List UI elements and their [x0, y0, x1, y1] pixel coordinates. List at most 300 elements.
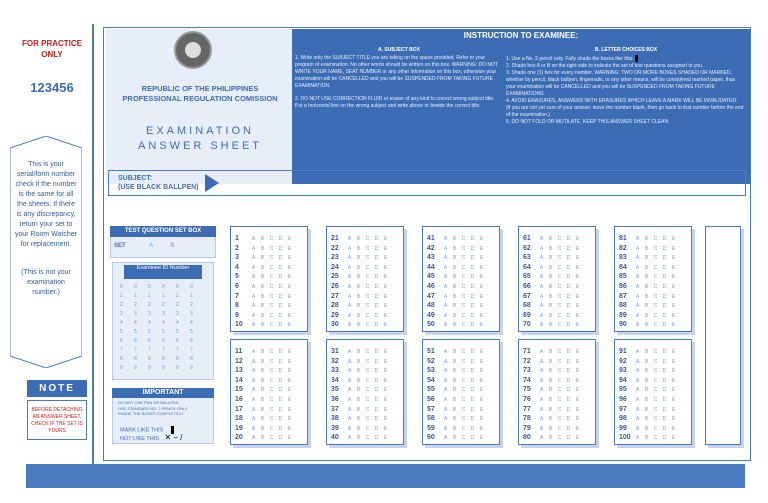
answer-bubble[interactable]: B — [644, 416, 649, 423]
answer-bubble[interactable]: E — [383, 236, 388, 242]
answer-bubble[interactable]: C — [365, 284, 370, 290]
answer-bubble[interactable]: B — [356, 264, 361, 271]
answer-bubble[interactable]: A — [539, 255, 544, 262]
answer-bubble[interactable]: A — [539, 293, 544, 300]
id-digit-bubble[interactable]: 9 — [162, 365, 165, 371]
answer-bubble[interactable]: C — [269, 236, 274, 242]
answer-bubble[interactable]: B — [452, 322, 457, 329]
answer-bubble[interactable]: C — [269, 349, 274, 355]
answer-bubble[interactable]: D — [662, 245, 667, 252]
answer-bubble[interactable]: C — [461, 312, 466, 319]
id-digit-bubble[interactable]: 2 — [148, 302, 151, 308]
answer-bubble[interactable]: C — [269, 416, 274, 423]
answer-bubble[interactable]: D — [374, 397, 379, 403]
answer-bubble[interactable]: A — [539, 303, 544, 310]
answer-bubble[interactable]: A — [443, 284, 448, 290]
answer-bubble[interactable]: A — [347, 236, 352, 242]
answer-bubble[interactable]: B — [260, 303, 265, 310]
answer-bubble[interactable]: C — [653, 284, 658, 290]
answer-bubble[interactable]: B — [644, 387, 649, 394]
id-digit-bubble[interactable]: 0 — [162, 284, 165, 290]
answer-bubble[interactable]: E — [575, 236, 580, 242]
answer-bubble[interactable]: A — [635, 377, 640, 384]
answer-bubble[interactable]: C — [557, 245, 562, 252]
id-digit-bubble[interactable]: 6 — [120, 338, 123, 344]
answer-bubble[interactable]: B — [356, 312, 361, 319]
id-digit-bubble[interactable]: 0 — [120, 284, 123, 290]
answer-bubble[interactable]: D — [662, 264, 667, 271]
answer-bubble[interactable]: C — [365, 245, 370, 252]
answer-bubble[interactable]: D — [662, 397, 667, 403]
id-digit-bubble[interactable]: 7 — [120, 347, 123, 353]
id-digit-bubble[interactable]: 7 — [162, 347, 165, 353]
answer-bubble[interactable]: B — [356, 397, 361, 403]
answer-bubble[interactable]: A — [347, 303, 352, 310]
answer-bubble[interactable]: D — [374, 264, 379, 271]
answer-bubble[interactable]: E — [383, 435, 388, 442]
answer-bubble[interactable]: C — [461, 274, 466, 281]
answer-bubble[interactable]: B — [260, 397, 265, 403]
answer-bubble[interactable]: B — [452, 349, 457, 355]
answer-bubble[interactable]: B — [260, 264, 265, 271]
answer-bubble[interactable]: D — [662, 425, 667, 432]
answer-bubble[interactable]: D — [374, 284, 379, 290]
id-digit-bubble[interactable]: 3 — [176, 311, 179, 317]
answer-bubble[interactable]: B — [548, 255, 553, 262]
answer-bubble[interactable]: D — [662, 255, 667, 262]
answer-bubble[interactable]: C — [269, 303, 274, 310]
answer-bubble[interactable]: E — [383, 264, 388, 271]
answer-bubble[interactable]: B — [452, 397, 457, 403]
answer-bubble[interactable]: D — [566, 312, 571, 319]
answer-bubble[interactable]: B — [452, 245, 457, 252]
answer-bubble[interactable]: D — [662, 435, 667, 442]
answer-bubble[interactable]: C — [653, 293, 658, 300]
answer-bubble[interactable]: E — [287, 293, 292, 300]
id-digit-bubble[interactable]: 6 — [190, 338, 193, 344]
id-digit-bubble[interactable]: 3 — [148, 311, 151, 317]
answer-bubble[interactable]: B — [260, 368, 265, 375]
answer-bubble[interactable]: E — [287, 264, 292, 271]
answer-bubble[interactable]: B — [260, 435, 265, 442]
answer-bubble[interactable]: E — [575, 303, 580, 310]
answer-bubble[interactable]: B — [452, 387, 457, 394]
answer-bubble[interactable]: E — [287, 349, 292, 355]
answer-bubble[interactable]: E — [575, 435, 580, 442]
id-digit-bubble[interactable]: 5 — [134, 329, 137, 335]
answer-bubble[interactable]: E — [575, 293, 580, 300]
answer-bubble[interactable]: B — [356, 387, 361, 394]
answer-bubble[interactable]: B — [644, 312, 649, 319]
answer-bubble[interactable]: B — [260, 377, 265, 384]
answer-bubble[interactable]: B — [452, 377, 457, 384]
answer-bubble[interactable]: D — [374, 349, 379, 355]
answer-bubble[interactable]: B — [260, 416, 265, 423]
id-digit-bubble[interactable]: 1 — [176, 293, 179, 299]
answer-bubble[interactable]: A — [635, 358, 640, 365]
answer-bubble[interactable]: C — [557, 377, 562, 384]
answer-bubble[interactable]: B — [452, 406, 457, 413]
answer-bubble[interactable]: A — [347, 349, 352, 355]
answer-bubble[interactable]: C — [557, 349, 562, 355]
id-digit-bubble[interactable]: 0 — [190, 284, 193, 290]
answer-bubble[interactable]: B — [548, 406, 553, 413]
answer-bubble[interactable]: C — [653, 425, 658, 432]
answer-bubble[interactable]: A — [251, 303, 256, 310]
answer-bubble[interactable]: B — [644, 425, 649, 432]
set-option-a[interactable]: A — [149, 243, 154, 249]
answer-bubble[interactable]: D — [662, 293, 667, 300]
answer-bubble[interactable]: A — [347, 397, 352, 403]
answer-bubble[interactable]: D — [662, 377, 667, 384]
answer-bubble[interactable]: B — [644, 397, 649, 403]
id-digit-bubble[interactable]: 1 — [120, 293, 123, 299]
id-digit-bubble[interactable]: 9 — [190, 365, 193, 371]
answer-bubble[interactable]: B — [548, 387, 553, 394]
answer-bubble[interactable]: E — [671, 255, 676, 262]
answer-bubble[interactable]: D — [470, 255, 475, 262]
answer-bubble[interactable]: A — [347, 387, 352, 394]
id-digit-bubble[interactable]: 6 — [134, 338, 137, 344]
answer-bubble[interactable]: E — [479, 397, 484, 403]
answer-bubble[interactable]: E — [287, 358, 292, 365]
answer-bubble[interactable]: C — [557, 406, 562, 413]
answer-bubble[interactable]: C — [557, 322, 562, 329]
answer-bubble[interactable]: C — [269, 387, 274, 394]
answer-bubble[interactable]: C — [557, 425, 562, 432]
answer-bubble[interactable]: E — [671, 349, 676, 355]
answer-bubble[interactable]: C — [365, 236, 370, 242]
answer-bubble[interactable]: D — [374, 416, 379, 423]
answer-bubble[interactable]: C — [653, 322, 658, 329]
answer-bubble[interactable]: B — [356, 274, 361, 281]
answer-bubble[interactable]: C — [557, 435, 562, 442]
answer-bubble[interactable]: B — [548, 358, 553, 365]
answer-bubble[interactable]: A — [251, 406, 256, 413]
id-digit-bubble[interactable]: 6 — [148, 338, 151, 344]
answer-bubble[interactable]: E — [671, 284, 676, 290]
answer-bubble[interactable]: D — [566, 303, 571, 310]
answer-bubble[interactable]: E — [671, 293, 676, 300]
id-digit-bubble[interactable]: 5 — [162, 329, 165, 335]
answer-bubble[interactable]: B — [452, 293, 457, 300]
answer-bubble[interactable]: A — [443, 435, 448, 442]
answer-bubble[interactable]: C — [653, 274, 658, 281]
answer-bubble[interactable]: B — [548, 425, 553, 432]
answer-bubble[interactable]: B — [452, 264, 457, 271]
answer-bubble[interactable]: A — [443, 322, 448, 329]
answer-bubble[interactable]: A — [635, 406, 640, 413]
answer-bubble[interactable]: D — [470, 435, 475, 442]
answer-bubble[interactable]: E — [287, 377, 292, 384]
answer-bubble[interactable]: D — [278, 416, 283, 423]
id-digit-bubble[interactable]: 8 — [134, 356, 137, 362]
answer-bubble[interactable]: C — [557, 303, 562, 310]
id-digit-bubble[interactable]: 2 — [162, 302, 165, 308]
answer-bubble[interactable]: C — [653, 387, 658, 394]
answer-bubble[interactable]: C — [653, 368, 658, 375]
answer-bubble[interactable]: C — [557, 236, 562, 242]
answer-bubble[interactable]: D — [662, 358, 667, 365]
answer-bubble[interactable]: B — [548, 236, 553, 242]
answer-bubble[interactable]: A — [347, 416, 352, 423]
answer-bubble[interactable]: C — [461, 425, 466, 432]
answer-bubble[interactable]: B — [548, 293, 553, 300]
answer-bubble[interactable]: D — [278, 406, 283, 413]
answer-bubble[interactable]: D — [566, 264, 571, 271]
answer-bubble[interactable]: B — [452, 312, 457, 319]
answer-bubble[interactable]: C — [365, 387, 370, 394]
answer-bubble[interactable]: E — [383, 293, 388, 300]
answer-bubble[interactable]: A — [635, 416, 640, 423]
answer-bubble[interactable]: A — [347, 406, 352, 413]
answer-bubble[interactable]: A — [539, 245, 544, 252]
answer-bubble[interactable]: A — [443, 274, 448, 281]
answer-bubble[interactable]: C — [653, 358, 658, 365]
answer-bubble[interactable]: D — [470, 406, 475, 413]
answer-bubble[interactable]: E — [575, 312, 580, 319]
answer-bubble[interactable]: B — [548, 245, 553, 252]
answer-bubble[interactable]: D — [278, 284, 283, 290]
subject-field[interactable] — [108, 170, 746, 196]
answer-bubble[interactable]: D — [278, 425, 283, 432]
answer-bubble[interactable]: A — [635, 368, 640, 375]
answer-bubble[interactable]: A — [251, 377, 256, 384]
answer-bubble[interactable]: A — [443, 312, 448, 319]
answer-bubble[interactable]: D — [374, 358, 379, 365]
answer-bubble[interactable]: C — [365, 368, 370, 375]
answer-bubble[interactable]: E — [575, 358, 580, 365]
answer-bubble[interactable]: D — [566, 358, 571, 365]
answer-bubble[interactable]: C — [461, 349, 466, 355]
answer-bubble[interactable]: A — [443, 264, 448, 271]
answer-bubble[interactable]: B — [260, 293, 265, 300]
answer-bubble[interactable]: E — [383, 303, 388, 310]
answer-bubble[interactable]: C — [461, 322, 466, 329]
answer-bubble[interactable]: E — [671, 358, 676, 365]
answer-bubble[interactable]: C — [269, 406, 274, 413]
answer-bubble[interactable]: C — [365, 377, 370, 384]
answer-bubble[interactable]: A — [443, 397, 448, 403]
answer-bubble[interactable]: D — [470, 293, 475, 300]
answer-bubble[interactable]: E — [287, 406, 292, 413]
id-digit-bubble[interactable]: 3 — [134, 311, 137, 317]
answer-bubble[interactable]: A — [539, 416, 544, 423]
answer-bubble[interactable]: D — [374, 387, 379, 394]
answer-bubble[interactable]: C — [269, 312, 274, 319]
answer-bubble[interactable]: D — [470, 284, 475, 290]
answer-bubble[interactable]: D — [662, 312, 667, 319]
answer-bubble[interactable]: E — [575, 368, 580, 375]
answer-bubble[interactable]: A — [539, 368, 544, 375]
answer-bubble[interactable]: E — [671, 406, 676, 413]
id-digit-bubble[interactable]: 8 — [162, 356, 165, 362]
answer-bubble[interactable]: A — [251, 312, 256, 319]
answer-bubble[interactable]: C — [269, 397, 274, 403]
id-digit-bubble[interactable]: 2 — [120, 302, 123, 308]
answer-bubble[interactable]: E — [479, 284, 484, 290]
answer-bubble[interactable]: A — [347, 284, 352, 290]
answer-bubble[interactable]: B — [356, 425, 361, 432]
answer-bubble[interactable]: A — [539, 377, 544, 384]
answer-bubble[interactable]: D — [470, 416, 475, 423]
id-digit-bubble[interactable]: 2 — [176, 302, 179, 308]
answer-bubble[interactable]: C — [557, 368, 562, 375]
answer-bubble[interactable]: D — [374, 312, 379, 319]
id-digit-bubble[interactable]: 9 — [120, 365, 123, 371]
answer-bubble[interactable]: D — [566, 322, 571, 329]
answer-bubble[interactable]: A — [347, 322, 352, 329]
answer-bubble[interactable]: B — [452, 358, 457, 365]
answer-bubble[interactable]: D — [662, 284, 667, 290]
answer-bubble[interactable]: E — [383, 368, 388, 375]
answer-bubble[interactable]: A — [539, 397, 544, 403]
answer-bubble[interactable]: C — [269, 274, 274, 281]
answer-bubble[interactable]: B — [644, 368, 649, 375]
answer-bubble[interactable]: E — [575, 255, 580, 262]
answer-bubble[interactable]: B — [260, 387, 265, 394]
id-digit-bubble[interactable]: 0 — [134, 284, 137, 290]
answer-bubble[interactable]: A — [251, 245, 256, 252]
answer-bubble[interactable]: B — [644, 406, 649, 413]
answer-bubble[interactable]: C — [461, 416, 466, 423]
answer-bubble[interactable]: E — [287, 284, 292, 290]
answer-bubble[interactable]: E — [287, 387, 292, 394]
answer-bubble[interactable]: B — [356, 349, 361, 355]
answer-bubble[interactable]: D — [374, 245, 379, 252]
answer-bubble[interactable]: B — [548, 349, 553, 355]
answer-bubble[interactable]: C — [653, 312, 658, 319]
answer-bubble[interactable]: E — [383, 312, 388, 319]
answer-bubble[interactable]: A — [539, 264, 544, 271]
id-digit-bubble[interactable]: 9 — [148, 365, 151, 371]
answer-bubble[interactable]: E — [383, 416, 388, 423]
id-digit-bubble[interactable]: 4 — [162, 320, 165, 326]
answer-bubble[interactable]: A — [443, 245, 448, 252]
answer-bubble[interactable]: C — [461, 387, 466, 394]
answer-bubble[interactable]: E — [383, 397, 388, 403]
answer-bubble[interactable]: B — [644, 377, 649, 384]
answer-bubble[interactable]: B — [356, 322, 361, 329]
answer-bubble[interactable]: C — [557, 284, 562, 290]
answer-bubble[interactable]: E — [383, 274, 388, 281]
answer-bubble[interactable]: D — [662, 416, 667, 423]
answer-bubble[interactable]: D — [278, 312, 283, 319]
answer-bubble[interactable]: A — [443, 368, 448, 375]
id-digit-bubble[interactable]: 1 — [162, 293, 165, 299]
answer-bubble[interactable]: D — [662, 322, 667, 329]
answer-bubble[interactable]: A — [251, 397, 256, 403]
answer-bubble[interactable]: D — [470, 349, 475, 355]
answer-bubble[interactable]: B — [260, 274, 265, 281]
answer-bubble[interactable]: B — [548, 274, 553, 281]
set-option-b[interactable]: B — [170, 243, 175, 249]
answer-bubble[interactable]: D — [278, 387, 283, 394]
answer-bubble[interactable]: E — [383, 284, 388, 290]
id-digit-bubble[interactable]: 7 — [176, 347, 179, 353]
answer-bubble[interactable]: E — [287, 255, 292, 262]
answer-bubble[interactable]: B — [260, 322, 265, 329]
id-digit-bubble[interactable]: 4 — [148, 320, 151, 326]
answer-bubble[interactable]: A — [539, 406, 544, 413]
id-digit-bubble[interactable]: 3 — [162, 311, 165, 317]
answer-bubble[interactable]: D — [278, 293, 283, 300]
answer-bubble[interactable]: E — [575, 245, 580, 252]
answer-bubble[interactable]: E — [479, 312, 484, 319]
answer-bubble[interactable]: E — [479, 416, 484, 423]
answer-bubble[interactable]: B — [260, 312, 265, 319]
answer-bubble[interactable]: B — [644, 255, 649, 262]
answer-bubble[interactable]: D — [278, 435, 283, 442]
answer-bubble[interactable]: B — [548, 303, 553, 310]
answer-bubble[interactable]: A — [443, 349, 448, 355]
answer-bubble[interactable]: C — [365, 435, 370, 442]
answer-bubble[interactable]: E — [479, 264, 484, 271]
answer-bubble[interactable]: C — [461, 406, 466, 413]
answer-bubble[interactable]: B — [548, 264, 553, 271]
answer-bubble[interactable]: D — [278, 245, 283, 252]
answer-bubble[interactable]: C — [461, 284, 466, 290]
answer-bubble[interactable]: D — [374, 322, 379, 329]
answer-bubble[interactable]: C — [557, 397, 562, 403]
answer-bubble[interactable]: C — [653, 236, 658, 242]
answer-bubble[interactable]: E — [671, 416, 676, 423]
answer-bubble[interactable]: E — [575, 322, 580, 329]
answer-bubble[interactable]: A — [539, 322, 544, 329]
answer-bubble[interactable]: B — [548, 377, 553, 384]
answer-bubble[interactable]: B — [356, 255, 361, 262]
answer-bubble[interactable]: E — [287, 236, 292, 242]
answer-bubble[interactable]: E — [287, 416, 292, 423]
answer-bubble[interactable]: E — [287, 425, 292, 432]
answer-bubble[interactable]: E — [383, 425, 388, 432]
answer-bubble[interactable]: C — [365, 349, 370, 355]
id-digit-bubble[interactable]: 5 — [190, 329, 193, 335]
answer-bubble[interactable]: E — [479, 358, 484, 365]
answer-bubble[interactable]: B — [548, 397, 553, 403]
answer-bubble[interactable]: C — [461, 303, 466, 310]
answer-bubble[interactable]: A — [347, 264, 352, 271]
answer-bubble[interactable]: A — [443, 236, 448, 242]
answer-bubble[interactable]: D — [662, 236, 667, 242]
answer-bubble[interactable]: C — [461, 377, 466, 384]
answer-bubble[interactable]: A — [251, 322, 256, 329]
answer-bubble[interactable]: A — [251, 293, 256, 300]
answer-bubble[interactable]: E — [287, 397, 292, 403]
answer-bubble[interactable]: E — [671, 397, 676, 403]
answer-bubble[interactable]: E — [575, 416, 580, 423]
answer-bubble[interactable]: E — [479, 274, 484, 281]
answer-bubble[interactable]: B — [356, 368, 361, 375]
answer-bubble[interactable]: E — [287, 312, 292, 319]
answer-bubble[interactable]: A — [539, 425, 544, 432]
id-digit-bubble[interactable]: 6 — [176, 338, 179, 344]
answer-bubble[interactable]: A — [539, 387, 544, 394]
answer-bubble[interactable]: B — [260, 425, 265, 432]
answer-bubble[interactable]: B — [452, 368, 457, 375]
answer-bubble[interactable]: C — [461, 397, 466, 403]
answer-bubble[interactable]: B — [548, 435, 553, 442]
answer-bubble[interactable]: D — [566, 406, 571, 413]
answer-bubble[interactable]: B — [260, 255, 265, 262]
answer-bubble[interactable]: C — [461, 293, 466, 300]
answer-bubble[interactable]: B — [356, 377, 361, 384]
answer-bubble[interactable]: C — [365, 406, 370, 413]
answer-bubble[interactable]: B — [644, 274, 649, 281]
answer-bubble[interactable]: A — [443, 425, 448, 432]
answer-bubble[interactable]: E — [479, 303, 484, 310]
answer-bubble[interactable]: A — [347, 274, 352, 281]
